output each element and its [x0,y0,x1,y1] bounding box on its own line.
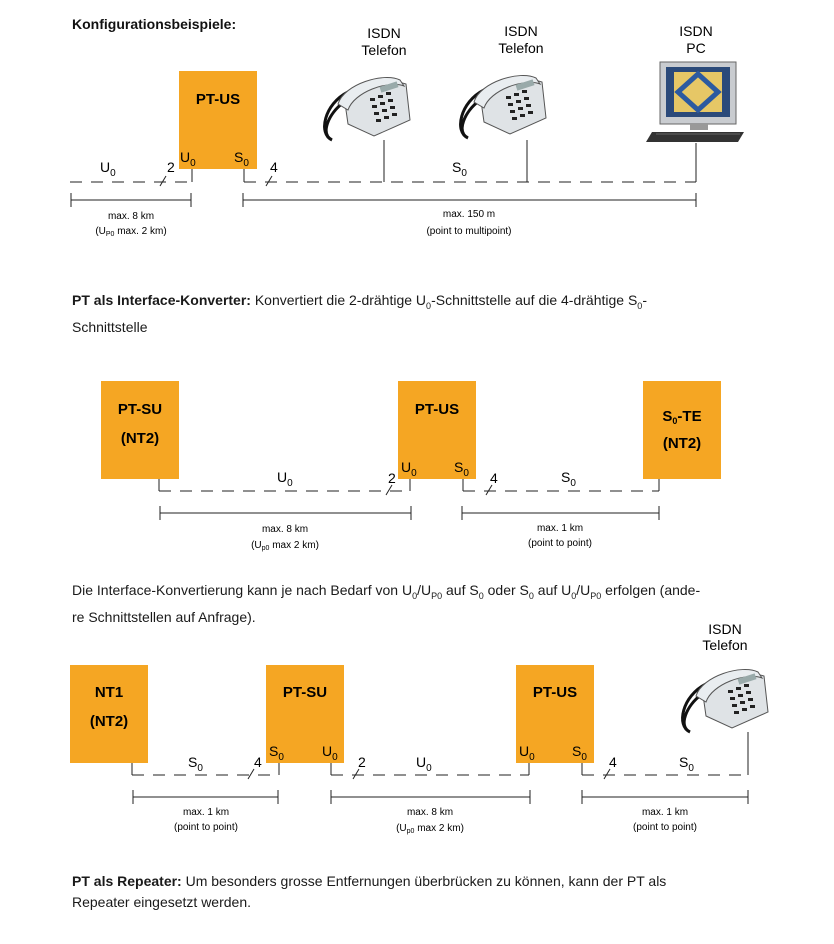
device-1-line1: ISDN [367,25,401,41]
svg-text:S0: $S_0$ [234,149,249,169]
telephone-icon [683,669,768,732]
svg-text:Telefon: Telefon [702,637,748,653]
svg-text:U0: $U_0$ [277,469,293,489]
svg-text:(point to multipoint): (point to multipoint) [426,226,512,237]
svg-text:PT-US: PT-US [532,684,578,701]
svg-text:(point to point): (point to point) [528,538,592,549]
svg-text:max. 1 km: max. 1 km [536,523,584,534]
svg-text:max. 8 km: max. 8 km [406,807,454,818]
paragraph-interface-converter: PT als Interface-Konverter: Konvertiert die 2-drähtige $U_0$-Schnittstelle auf die 4-drähtige $S_0-$ Schnittstelle [72,292,647,335]
paragraph-conversion: Die Interface-Konvertierung kann je nach Bedarf von $U_0/U_{P0}$ auf $S_0$ oder $S_0$ auf $U_0/U_{P0}$ erfolgen (ande- re Schnittstellen auf Anfrage). [72,582,701,625]
svg-text:NT1: NT1 [94,684,124,701]
device-2-line2: Telefon [498,40,544,56]
diagram-3 [0,620,834,840]
svg-text:2: 2 [167,159,175,175]
device-3-line1: ISDN [679,23,713,39]
svg-text:(NT2): (NT2) [89,713,129,730]
svg-text:max. 1 km: max. 1 km [182,807,230,818]
device-1-line2: Telefon [361,42,407,58]
page-title: Konfigurationsbeispiele: [72,16,237,32]
svg-text:PT-US: PT-US [414,401,460,418]
device-2-line1: ISDN [504,23,538,39]
svg-text:2: 2 [388,470,396,486]
paragraph-repeater: PT als Repeater: Um besonders grosse Entfernungen überbrücken zu können, kann der PT als Repeater eingesetzt werden. [72,873,667,910]
svg-text:(UP0 max. 2 km): ($U_{P0}$ max. 2 km) [95,226,167,238]
svg-text:S0: $S_0$ [679,754,694,774]
svg-text:(NT2): (NT2) [120,430,160,447]
svg-text:S0-TE: $S_0-TE$ [662,408,702,426]
svg-text:4: 4 [609,754,617,770]
svg-text:U0: $U_0$ [322,743,338,763]
svg-text:2: 2 [358,754,366,770]
svg-text:(point to point): (point to point) [633,822,697,833]
s0-te-box [643,381,721,479]
svg-text:U0: $U_0$ [401,459,417,479]
telephone-icon [325,77,410,140]
svg-text:S0: $S_0$ [188,754,203,774]
svg-text:S0: $S_0$ [452,159,467,179]
svg-text:U0: $U_0$ [519,743,535,763]
svg-text:PT-SU: PT-SU [282,684,328,701]
svg-text:(Up0 max 2 km): ($U_{p0}$ max 2 km) [251,540,319,552]
svg-text:S0: $S_0$ [561,469,576,489]
svg-text:4: 4 [490,470,498,486]
svg-text:max. 150 m: max. 150 m [442,209,496,220]
device-3-line2: PC [686,40,706,56]
pt-us-label: PT-US [195,91,241,108]
telephone-icon [461,75,546,138]
svg-text:max. 8 km: max. 8 km [261,524,309,535]
svg-text:U0: $U_0$ [416,754,432,774]
pt-us-box [179,71,257,169]
diagram-1 [0,0,834,250]
svg-text:S0: $S_0$ [572,743,587,763]
diagram-2 [0,370,834,560]
svg-text:(Up0 max 2 km): ($U_{p0}$ max 2 km) [396,823,464,835]
svg-text:4: 4 [254,754,262,770]
svg-text:ISDN: ISDN [708,621,742,637]
svg-text:(point to point): (point to point) [174,822,238,833]
svg-text:S0: $S_0$ [454,459,469,479]
svg-text:(NT2): (NT2) [662,435,702,452]
svg-text:PT-SU: PT-SU [117,401,163,418]
svg-text:4: 4 [270,159,278,175]
svg-text:max. 8 km: max. 8 km [107,211,155,222]
svg-text:max. 1 km: max. 1 km [641,807,689,818]
svg-text:U0: $U_0$ [100,159,116,179]
svg-text:U0: $U_0$ [180,149,196,169]
svg-text:S0: $S_0$ [269,743,284,763]
computer-icon [646,62,744,142]
